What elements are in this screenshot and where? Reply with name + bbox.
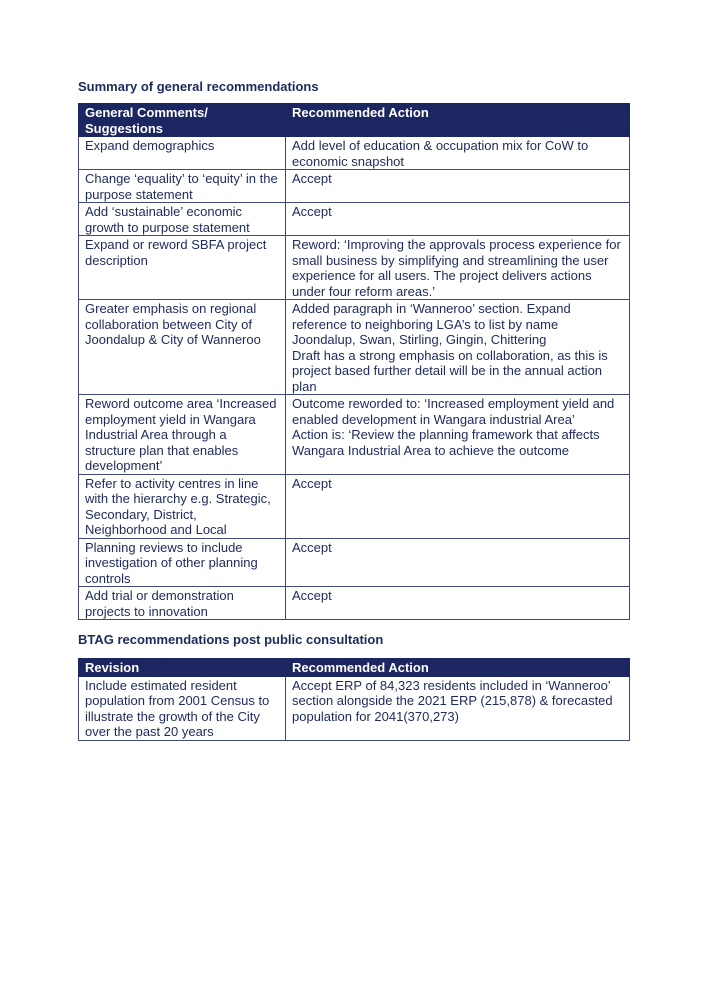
table-row xyxy=(79,137,630,170)
comment-cell: Change ‘equality’ to ‘equity’ in the purpose statement xyxy=(79,170,286,203)
action-text: Accept xyxy=(292,539,332,555)
action-text: Accept xyxy=(292,475,332,491)
action-cell xyxy=(286,236,630,300)
comment-cell: Add trial or demonstration projects to innovation xyxy=(79,587,286,620)
column-header-comments: General Comments/ Suggestions xyxy=(79,104,286,137)
action-text: Add level of education & occupation mix for CoW to economic snapshot xyxy=(292,138,589,169)
action-cell xyxy=(286,587,630,620)
comment-cell: Reword outcome area ‘Increased employment yield in Wangara Industrial Area through a structure plan that enables development’ xyxy=(79,395,286,475)
column-header-action: Recommended Action xyxy=(286,104,630,137)
action-cell xyxy=(286,538,630,587)
action-cell xyxy=(286,170,630,203)
table-row xyxy=(79,538,630,587)
action-text: Accept xyxy=(292,171,332,186)
action-cell xyxy=(286,395,630,475)
btag-recommendations-table xyxy=(78,658,630,741)
comment-cell: Planning reviews to include investigation of other planning controls xyxy=(79,538,286,587)
action-text: Draft has a strong emphasis on collaboration, as this is project based further detail will be in the annual action plan xyxy=(292,347,608,394)
table-row xyxy=(79,676,630,740)
column-header-revision: Revision xyxy=(79,659,286,677)
general-recommendations-table xyxy=(78,103,630,620)
action-cell xyxy=(286,137,630,170)
comment-cell: Greater emphasis on regional collaboration between City of Joondalup & City of Wanneroo xyxy=(79,300,286,395)
comment-cell: Include estimated resident population from 2001 Census to illustrate the growth of the City over the past 20 years xyxy=(79,676,286,740)
action-cell xyxy=(286,676,630,740)
table-row xyxy=(79,587,630,620)
comment-cell: Expand or reword SBFA project description xyxy=(79,236,286,300)
action-text: Accept ERP of 84,323 residents included in ‘Wanneroo’ section alongside the 2021 ERP (215,878) & forecasted population for 2041(370,273) xyxy=(292,677,613,724)
table-row xyxy=(79,170,630,203)
table-row xyxy=(79,300,630,395)
comment-cell: Refer to activity centres in line with the hierarchy e.g. Strategic, Secondary, District, Neighborhood and Local xyxy=(79,474,286,538)
section-heading-general: Summary of general recommendations xyxy=(78,79,319,94)
comment-cell: Add ‘sustainable’ economic growth to purpose statement xyxy=(79,203,286,236)
table-row xyxy=(79,236,630,300)
table-header-row xyxy=(79,104,630,137)
comment-cell: Expand demographics xyxy=(79,137,286,170)
action-text: Reword: ‘Improving the approvals process experience for small business by simplifying and streamlining the user experience for all users. The project delivers actions under four reform areas.’ xyxy=(292,237,621,299)
action-text: Added paragraph in ‘Wanneroo’ section. Expand reference to neighboring LGA’s to list by name Joondalup, Swan, Stirling, Gingin, Chittering xyxy=(292,301,571,347)
action-cell xyxy=(286,203,630,236)
action-text: Outcome reworded to: ‘Increased employment yield and enabled development in Wangara industrial Area’ xyxy=(292,396,615,427)
section-heading-btag: BTAG recommendations post public consultation xyxy=(78,632,384,647)
table-row xyxy=(79,474,630,538)
table-row xyxy=(79,203,630,236)
table-row xyxy=(79,395,630,475)
action-text: Accept xyxy=(292,204,332,219)
action-cell xyxy=(286,300,630,395)
action-cell xyxy=(286,474,630,538)
table-header-row xyxy=(79,659,630,677)
column-header-action: Recommended Action xyxy=(286,659,630,677)
action-text: Accept xyxy=(292,588,332,603)
action-text: Action is: ‘Review the planning framework that affects Wangara Industrial Area to achieve the outcome xyxy=(292,427,600,458)
